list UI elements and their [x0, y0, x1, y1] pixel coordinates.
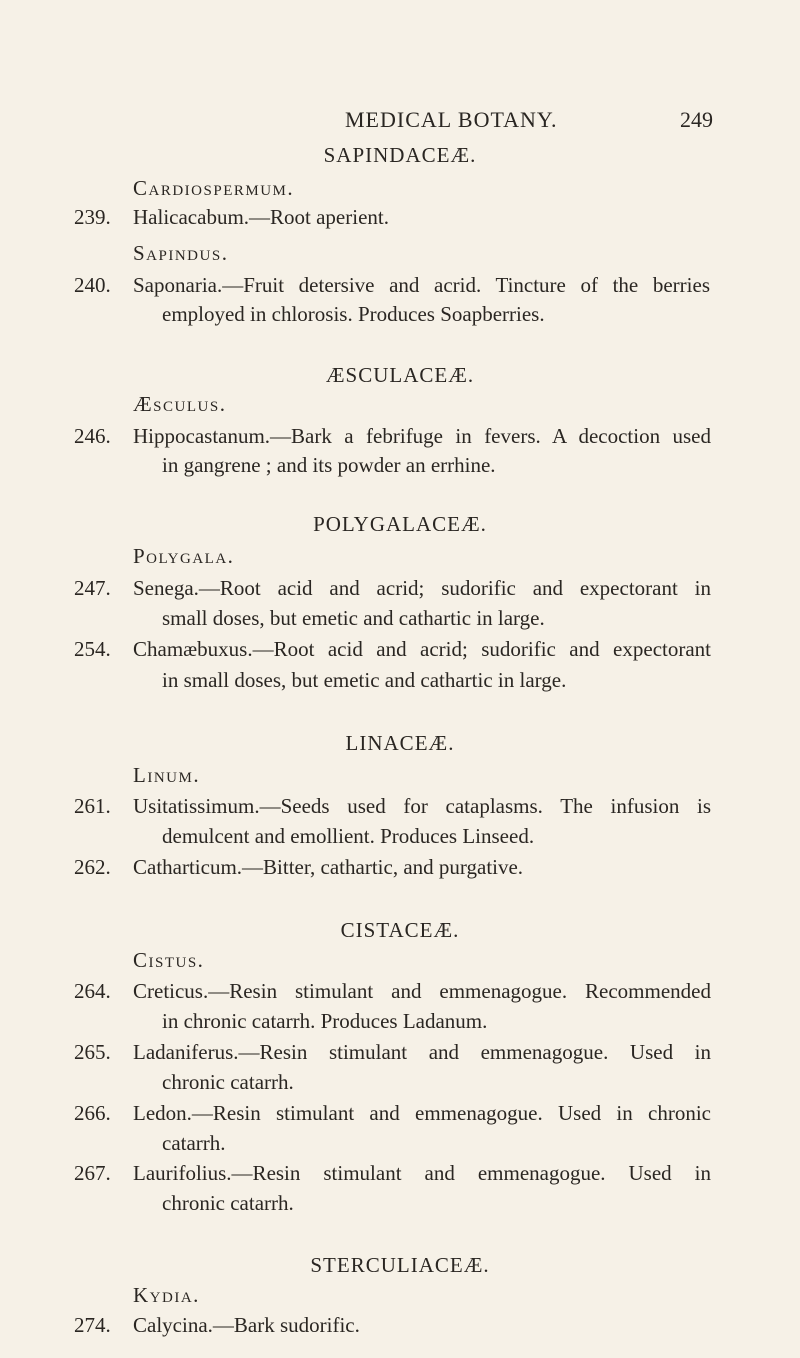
family-heading-polygalaceae: POLYGALACEÆ. [313, 512, 487, 536]
genus-heading-cistus: Cistus. [133, 948, 205, 972]
entry-240-line-2: employed in chlorosis. Produces Soapberries. [162, 302, 545, 326]
entry-265-line-2: chronic catarrh. [162, 1070, 294, 1094]
genus-heading-polygala: Polygala. [133, 544, 235, 568]
entry-number-266: 266. [74, 1101, 111, 1125]
family-heading-sapindaceae: SAPINDACEÆ. [323, 143, 477, 167]
entry-267-line-2: chronic catarrh. [162, 1191, 294, 1215]
entry-247-line-1: Senega.—Root acid and acrid; sudorific and expectorant in [133, 576, 711, 600]
entry-number-239: 239. [74, 205, 111, 229]
entry-number-267: 267. [74, 1161, 111, 1185]
entry-246-line-2: in gangrene ; and its powder an errhine. [162, 453, 496, 477]
entry-number-261: 261. [74, 794, 111, 818]
page-number: 249 [680, 107, 713, 132]
family-heading-linaceae: LINACEÆ. [345, 731, 455, 755]
entry-266-line-2: catarrh. [162, 1131, 226, 1155]
entry-254-line-1: Chamæbuxus.—Root acid and acrid; sudorific and expectorant [133, 637, 711, 661]
entry-267-line-1: Laurifolius.—Resin stimulant and emmenagogue. Used in [133, 1161, 711, 1185]
entry-number-265: 265. [74, 1040, 111, 1064]
entry-number-247: 247. [74, 576, 111, 600]
entry-number-262: 262. [74, 855, 111, 879]
entry-262-line-1: Catharticum.—Bitter, cathartic, and purgative. [133, 855, 524, 879]
genus-heading-cardiospermum: Cardiospermum. [133, 176, 295, 200]
entry-266-line-1: Ledon.—Resin stimulant and emmenagogue. Used in chronic [133, 1101, 711, 1125]
entry-246-line-1: Hippocastanum.—Bark a febrifuge in fevers. A decoction used [133, 424, 711, 448]
running-title: MEDICAL BOTANY. [345, 107, 558, 132]
entry-number-240: 240. [74, 273, 111, 297]
entry-number-246: 246. [74, 424, 111, 448]
entry-261-line-2: demulcent and emollient. Produces Linseed. [162, 824, 535, 848]
running-header [0, 107, 800, 137]
entry-264-line-2: in chronic catarrh. Produces Ladanum. [162, 1009, 488, 1033]
entry-254-line-2: in small doses, but emetic and cathartic in large. [162, 668, 567, 692]
entry-number-274: 274. [74, 1313, 111, 1337]
entry-274-line-1: Calycina.—Bark sudorific. [133, 1313, 360, 1337]
genus-heading-kydia: Kydia. [133, 1283, 200, 1307]
entry-number-264: 264. [74, 979, 111, 1003]
entry-247-line-2: small doses, but emetic and cathartic in large. [162, 606, 545, 630]
entry-264-line-1: Creticus.—Resin stimulant and emmenagogue. Recommended [133, 979, 711, 1003]
family-heading-cistaceae: CISTACEÆ. [340, 918, 460, 942]
family-heading-sterculiaceae: STERCULIACEÆ. [310, 1253, 490, 1277]
entry-261-line-1: Usitatissimum.—Seeds used for cataplasms. The infusion is [133, 794, 711, 818]
entry-265-line-1: Ladaniferus.—Resin stimulant and emmenagogue. Used in [133, 1040, 711, 1064]
genus-heading-sapindus: Sapindus. [133, 241, 229, 265]
family-heading-aesculaceae: ÆSCULACEÆ. [325, 363, 475, 387]
genus-heading-aesculus: Æsculus. [133, 392, 227, 416]
entry-240-line-1: Saponaria.—Fruit detersive and acrid. Tincture of the berries [133, 273, 710, 297]
entry-239-line-1: Halicacabum.—Root aperient. [133, 205, 389, 229]
genus-heading-linum: Linum. [133, 763, 201, 787]
entry-number-254: 254. [74, 637, 111, 661]
